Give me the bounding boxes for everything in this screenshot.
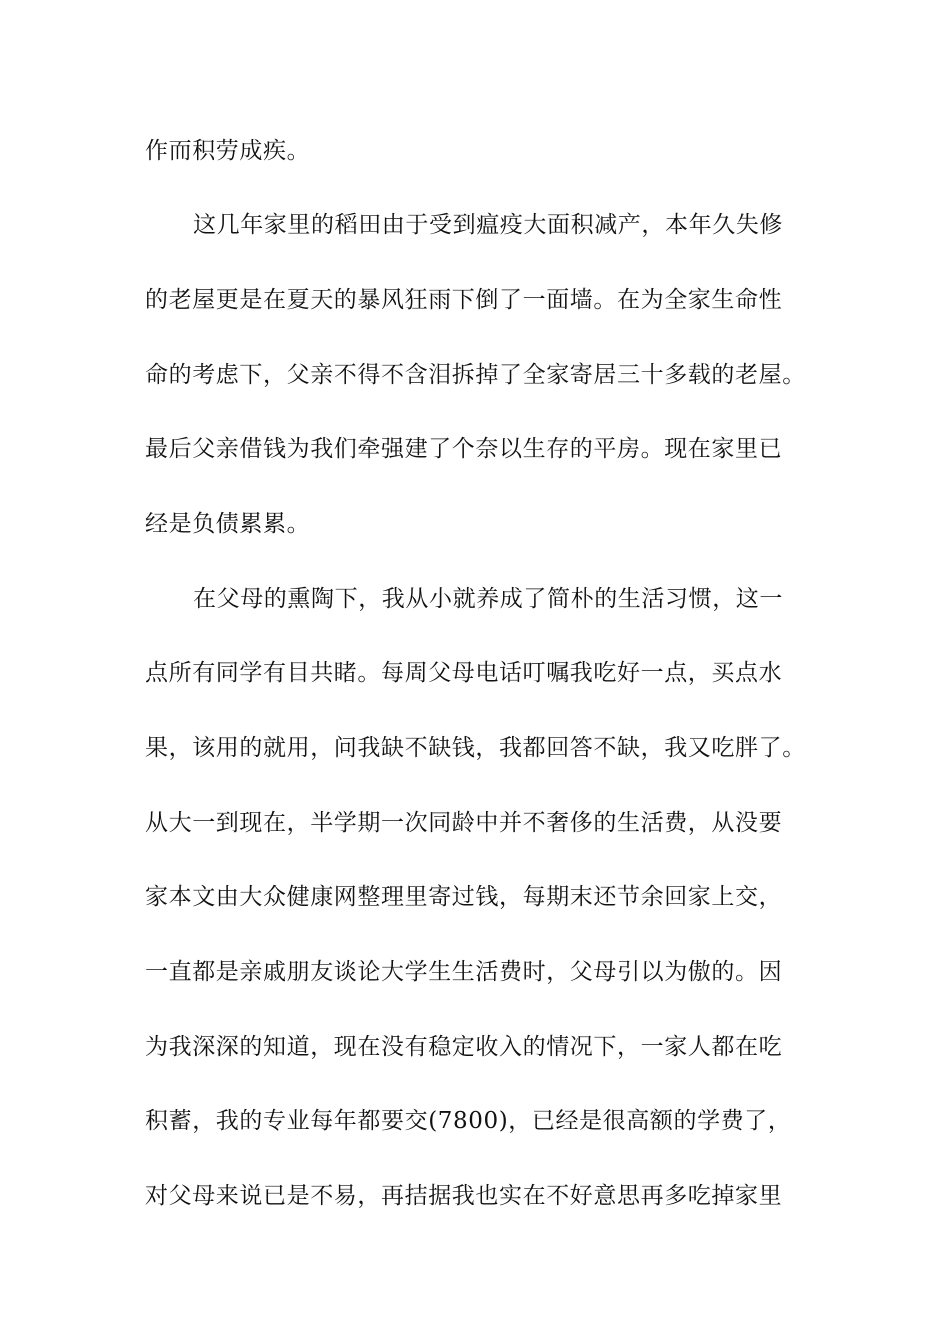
text-line: 一直都是亲戚朋友谈论大学生生活费时，父母引以为傲的。因 <box>145 959 783 985</box>
text-line: 点所有同学有目共睹。每周父母电话叮嘱我吃好一点，买点水 <box>145 660 783 686</box>
text-line: 积蓄，我的专业每年都要交(7800)，已经是很高额的学费了， <box>145 1108 792 1134</box>
text-line: 最后父亲借钱为我们牵强建了个奈以生存的平房。现在家里已 <box>145 436 783 462</box>
text-line: 从大一到现在，半学期一次同龄中并不奢侈的生活费，从没要 <box>145 810 783 836</box>
text-line: 家本文由大众健康网整理里寄过钱，每期末还节余回家上交， <box>145 884 783 910</box>
paragraph-first-line: 在父母的熏陶下，我从小就养成了简朴的生活习惯，这一 <box>193 586 783 612</box>
text-line: 对父母来说已是不易，再拮据我也实在不好意思再多吃掉家里 <box>145 1183 783 1209</box>
text-line: 果，该用的就用，问我缺不缺钱，我都回答不缺，我又吃胖了。 <box>145 735 806 761</box>
text-line: 经是负债累累。 <box>145 511 311 537</box>
paragraph-first-line: 这几年家里的稻田由于受到瘟疫大面积减产，本年久失修 <box>193 212 783 238</box>
text-line: 命的考虑下，父亲不得不含泪拆掉了全家寄居三十多载的老屋。 <box>145 362 806 388</box>
text-line: 的老屋更是在夏天的暴风狂雨下倒了一面墙。在为全家生命性 <box>145 287 783 313</box>
text-line: 为我深深的知道，现在没有稳定收入的情况下，一家人都在吃 <box>145 1034 783 1060</box>
text-line: 作而积劳成疾。 <box>145 138 311 164</box>
